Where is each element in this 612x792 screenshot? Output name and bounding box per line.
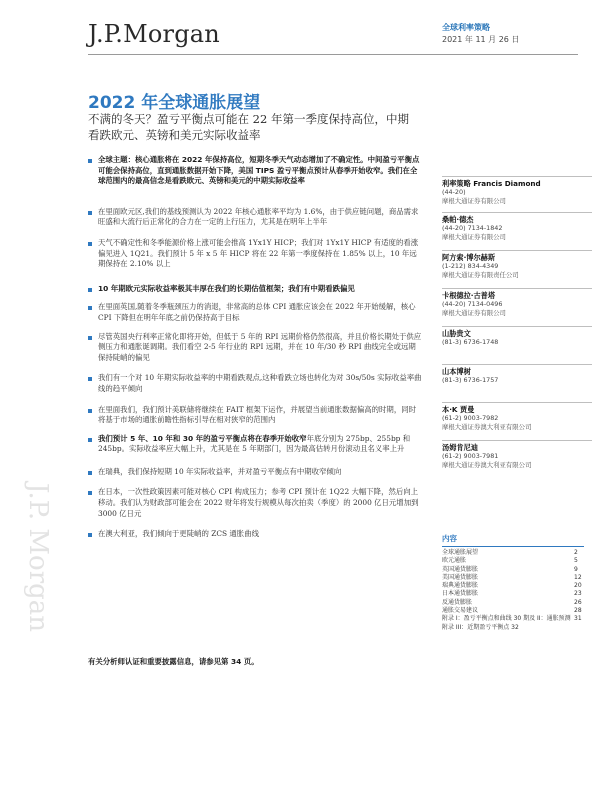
bullet-bold: 全球主题：核心通胀将在 2022 年保持高位，短期冬季天气动态增加了不确定性。中间盈亏平衡点可能会保持高位，直到通胀数据开始下降，美国 TIPS 盈亏平衡点预计从春季开始收窄。我们在全球范围内的最高信念是看跌欧元、英镑和美元的中期实际收益率: [98, 155, 420, 186]
analyst-card: [442, 326, 592, 364]
bullet-marker: [88, 438, 92, 442]
bullet-marker: [88, 159, 92, 163]
report-header: [442, 22, 519, 46]
analyst-card: [442, 176, 592, 212]
analyst-card: [442, 440, 592, 478]
bullet-text: 尽管英国央行利率正常化即将开始，但低于 5 年的 RPI 远期价格仍然很高，并且价格长期处于供应侧压力和通胀诞调期。我们看空 2-5 年行业的 RPI 远期，并在 10 年/30 秒 RPI 曲线完全或远期保持陡峭的偏见: [98, 331, 422, 362]
analyst-name: 桑帕·德杰: [442, 215, 474, 224]
toc-item-page: 23: [574, 590, 582, 598]
report-subtitle: 不满的冬天？盈亏平衡点可能在 22 年第一季度保持高位，中期看跌欧元、英镑和美元实际收益率: [88, 112, 409, 142]
toc-item-page: 28: [574, 607, 582, 615]
analyst-phone: (61-2) 9003-7981: [442, 452, 499, 460]
toc-item-label: 附录 III：近期盈亏平衡点 32: [442, 623, 519, 631]
report-date: 2021 年 11 月 26 日: [442, 35, 520, 44]
toc-item[interactable]: [442, 574, 584, 582]
bullet-item: [88, 529, 423, 540]
bullet-marker: [88, 306, 92, 310]
bullet-item: [88, 467, 423, 478]
bullet-marker: [88, 409, 92, 413]
bullet-text: 在里面英国,随着冬季瓶颈压力的消退，非常高的总体 CPI 通胀应该会在 2022 年开始缓解，核心 CPI 下降但在明年年底之前仍保持高于目标: [98, 302, 416, 322]
bullet-item: [88, 332, 423, 364]
jpmorgan-logo: J.P.Morgan: [88, 20, 220, 48]
bullet-item: [88, 207, 423, 228]
analyst-firm: 摩根大通证券有限公司: [442, 197, 506, 205]
toc-divider: [442, 546, 584, 547]
jpmorgan-watermark: [12, 475, 82, 645]
toc-item-label: 通胀交易建议: [442, 607, 479, 615]
analyst-phone: (61-2) 9003-7982: [442, 414, 499, 422]
report-title: 2022 年全球通胀展望: [88, 93, 261, 113]
bullet-item: [88, 155, 423, 187]
analyst-card: [442, 288, 592, 326]
analyst-firm: 摩根大通证券有限公司: [442, 233, 506, 241]
analyst-phone: (44-20) 7134-0496: [442, 300, 503, 308]
analyst-name: 汤姆肯尼迪: [442, 443, 478, 452]
toc-item-label: 附录 I：盈亏平衡点和曲线 30 期及 II：通胀预测: [442, 615, 571, 623]
bullet-item: [88, 405, 423, 426]
toc-item[interactable]: [442, 615, 584, 623]
analyst-contacts: [442, 176, 592, 478]
toc-title: 内容: [442, 534, 457, 543]
bullet-marker: [88, 491, 92, 495]
analyst-name: 山胁贵文: [442, 329, 471, 338]
bullet-marker: [88, 533, 92, 537]
toc-item-label: 反通货膨胀: [442, 598, 473, 606]
toc-item-page: 31: [574, 615, 582, 623]
bullet-marker: [88, 471, 92, 475]
toc-item[interactable]: [442, 557, 584, 565]
bullet-text: 在里面我们，我们预计美联储将继续在 FAIT 框架下运作，并展望当前通胀数据偏高的时期，同时将基于市场的通胀前瞻性指标引导在相对狭窄的范围内: [98, 404, 416, 425]
watermark-text: J.P. Morgan: [23, 483, 53, 633]
table-of-contents: [442, 533, 584, 632]
toc-item-label: 瑞典通货膨胀: [442, 582, 479, 590]
toc-item-page: 20: [574, 582, 582, 590]
analyst-phone: (44-20): [442, 188, 466, 196]
toc-item[interactable]: [442, 566, 584, 574]
toc-item-label: 英国通货膨胀: [442, 565, 479, 573]
analyst-phone: (1-212) 834-4349: [442, 262, 499, 270]
toc-item-label: 日本通货膨胀: [442, 590, 479, 598]
bullet-item: [88, 284, 423, 295]
analyst-card: [442, 250, 592, 288]
bullet-marker: [88, 211, 92, 215]
toc-item-page: 26: [574, 598, 582, 606]
analyst-name: 阿方索·博尔赫斯: [442, 253, 496, 262]
bullet-item: [88, 434, 423, 455]
toc-item-page: 12: [574, 573, 582, 581]
bullet-item: [88, 373, 423, 394]
analyst-card: [442, 402, 592, 440]
header-divider: [88, 54, 578, 55]
bullet-text: 天气不确定性和冬季能源价格上涨可能会推高 1Yx1Y HICP；我们对 1Yx1Y HICP 有适度的看涨偏见进入 1Q21。我们预计 5 年 x 5 年 HICP 将在 22 年第一季度保持在 1.85% 以上，10 年远期保持在 2.10% 以上: [98, 237, 419, 269]
summary-bullets: [88, 155, 423, 540]
analyst-firm: 摩根大通证券有限责任公司: [442, 271, 519, 279]
bullet-text: 在日本，一次性政策因素可能对核心 CPI 构成压力；参考 CPI 预计在 1Q22 大幅下降，然后向上移动。我们认为财政部可能会在 2022 财年将发行规模从每次拍卖（季度）的 2000 亿日元增加到 3000 亿日元: [98, 487, 419, 518]
bullet-text: 在里面欧元区,我们的基线预测认为 2022 年核心通胀率平均为 1.6%，由于供应链问题，商品需求旺盛和大流行后正常化的合力在一定的上行压力，尤其是在明年上半年: [98, 206, 419, 227]
disclosure-note: 有关分析师认证和重要披露信息，请参见第 34 页。: [88, 657, 259, 666]
bullet-text: 我们有一个对 10 年期实际收益率的中期看跌观点,这种看跌立场也转化为对 30s/50s 实际收益率曲线的趋平倾向: [98, 373, 422, 393]
bullet-text: 在瑞典，我们保持短期 10 年实际收益率，并对盈亏平衡点有中期收窄倾向: [98, 466, 342, 476]
bullet-item: [88, 238, 423, 270]
analyst-firm: 摩根大通证券有限公司: [442, 309, 506, 317]
analyst-phone: (44-20) 7134-1842: [442, 224, 503, 232]
toc-item-page: [574, 624, 584, 632]
bullet-bold: 我们预计 5 年、10 年和 30 年的盈亏平衡点将在春季开始收窄: [98, 433, 307, 443]
analyst-card: [442, 364, 592, 402]
bullet-marker: [88, 336, 92, 340]
analyst-name: 利率策略 Francis Diamond: [442, 179, 541, 188]
bullet-text: 年底分别为 275bp、255bp 和 245bp。实际收益率应大幅上升，尤其是在 5 年期部门，因为最高估转月份滚动且名义率上升: [98, 433, 411, 454]
toc-item-page: 9: [574, 565, 578, 573]
analyst-phone: (81-3) 6736-1757: [442, 376, 499, 384]
bullet-item: [88, 487, 423, 519]
analyst-name: 山本博树: [442, 367, 471, 376]
bullet-bold: 10 年期欧元实际收益率极其丰厚在我们的长期估值框架；我们有中期看跌偏见: [98, 283, 355, 293]
analyst-phone: (81-3) 6736-1748: [442, 338, 499, 346]
toc-item[interactable]: [442, 590, 584, 598]
toc-item-page: 5: [574, 557, 578, 565]
toc-item-label: 全球通胀展望: [442, 549, 479, 556]
analyst-firm: 摩根大通证券澳大利亚有限公司: [442, 461, 532, 469]
bullet-marker: [88, 377, 92, 381]
toc-item-page: 2: [574, 549, 578, 556]
bullet-item: [88, 302, 423, 323]
bullet-marker: [88, 242, 92, 246]
toc-item-label: 美国通货膨胀: [442, 573, 479, 581]
bullet-marker: [88, 288, 92, 292]
toc-item[interactable]: [442, 624, 584, 632]
toc-item-label: 欧元通胀: [442, 557, 467, 565]
analyst-name: 本·K 贾曼: [442, 405, 475, 414]
toc-item[interactable]: [442, 599, 584, 607]
report-category: 全球利率策略: [442, 23, 490, 32]
bullet-text: 在澳大利亚，我们倾向于更陡峭的 ZCS 通胀曲线: [98, 529, 259, 539]
analyst-card: [442, 212, 592, 250]
analyst-firm: 摩根大通证券澳大利亚有限公司: [442, 423, 532, 431]
analyst-name: 卡根德拉·古普塔: [442, 291, 496, 300]
